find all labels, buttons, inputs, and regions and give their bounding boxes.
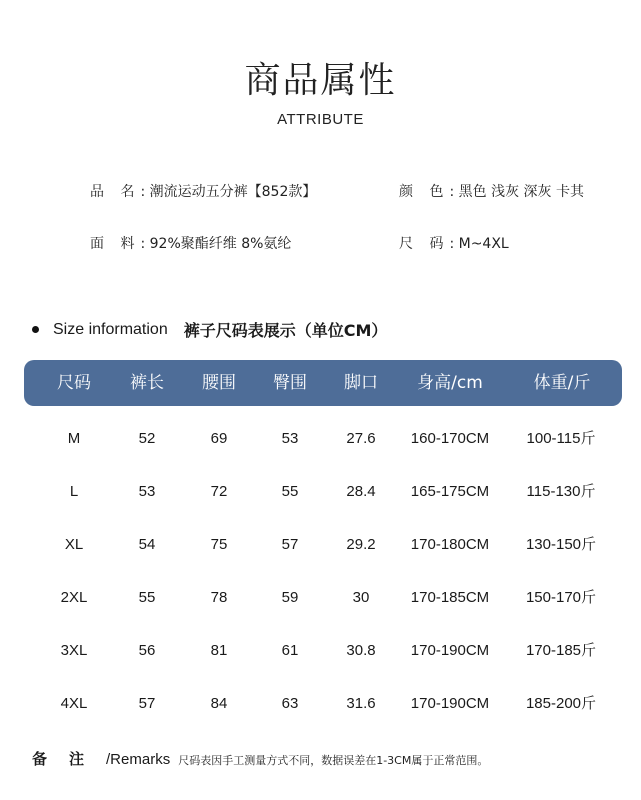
cell-size: L [69, 483, 79, 500]
header-cell-hip: 臀围 [273, 373, 307, 393]
cell-hip: 63 [281, 695, 299, 712]
cell-length: 53 [138, 483, 156, 500]
cell-leg-opening: 27.6 [346, 430, 376, 447]
page-title: 商品属性 [244, 60, 397, 101]
attr-material-value: 92%聚酯纤维 8%氨纶 [149, 236, 292, 252]
cell-hip: 57 [281, 536, 299, 553]
cell-leg-opening: 31.6 [346, 695, 376, 712]
attr-material-key: 面 料 [90, 236, 141, 252]
cell-weight: 100-115斤 [526, 430, 596, 447]
attr-name-value: 潮流运动五分裤【852款】 [149, 184, 317, 200]
header-cell-leg-opening: 脚口 [344, 373, 378, 393]
table-row [0, 424, 641, 454]
cell-weight: 130-150斤 [525, 536, 597, 553]
table-row [0, 477, 641, 507]
cell-height: 170-190CM [410, 642, 490, 659]
cell-length: 52 [138, 430, 156, 447]
cell-waist: 69 [210, 430, 228, 447]
cell-leg-opening: 29.2 [346, 536, 376, 553]
header-cell-weight: 体重/斤 [533, 373, 591, 393]
table-row [0, 530, 641, 560]
cell-length: 54 [138, 536, 156, 553]
header-cell-length: 裤长 [130, 373, 164, 393]
cell-waist: 72 [210, 483, 228, 500]
cell-waist: 84 [210, 695, 228, 712]
cell-leg-opening: 28.4 [346, 483, 376, 500]
size-heading-zh: 裤子尺码表展示（单位CM） [183, 321, 388, 340]
attr-size-key: 尺 码 [399, 236, 450, 252]
attr-name: 品 名: 潮流运动五分裤【852款】 [90, 184, 317, 200]
cell-weight: 115-130斤 [526, 483, 596, 500]
size-section-heading [32, 318, 387, 341]
attr-size-value: M~4XL [458, 236, 509, 252]
remarks-label: 备注 [32, 750, 107, 768]
cell-leg-opening: 30 [352, 589, 370, 606]
cell-size: M [67, 430, 81, 447]
cell-size: 4XL [60, 695, 88, 712]
table-row [0, 689, 641, 719]
attr-material: 面 料: 92%聚酯纤维 8%氨纶 [90, 236, 292, 252]
attr-size: 尺 码: M~4XL [399, 236, 509, 252]
remarks [32, 748, 488, 769]
cell-hip: 61 [281, 642, 299, 659]
cell-waist: 81 [210, 642, 228, 659]
cell-size: XL [64, 536, 84, 553]
cell-hip: 59 [281, 589, 299, 606]
cell-length: 56 [138, 642, 156, 659]
page-subtitle: ATTRIBUTE [277, 111, 364, 128]
cell-size: 2XL [60, 589, 88, 606]
attr-name-key: 品 名 [90, 184, 141, 200]
cell-height: 165-175CM [410, 483, 490, 500]
cell-height: 170-190CM [410, 695, 490, 712]
size-heading-en: Size information [53, 320, 168, 338]
attr-color-value: 黑色 浅灰 深灰 卡其 [458, 184, 584, 200]
bullet-icon [32, 326, 39, 333]
table-row [0, 583, 641, 613]
header-cell-waist: 腰围 [202, 373, 236, 393]
cell-waist: 75 [210, 536, 228, 553]
cell-hip: 53 [281, 430, 299, 447]
remarks-label-en: /Remarks [106, 751, 171, 768]
cell-weight: 185-200斤 [525, 695, 597, 712]
table-row [0, 636, 641, 666]
header-cell-height: 身高/cm [417, 373, 483, 393]
header-cell-size: 尺码 [57, 373, 91, 393]
cell-length: 55 [138, 589, 156, 606]
cell-waist: 78 [210, 589, 228, 606]
cell-weight: 150-170斤 [525, 589, 597, 606]
cell-leg-opening: 30.8 [346, 642, 376, 659]
cell-weight: 170-185斤 [525, 642, 597, 659]
cell-hip: 55 [281, 483, 299, 500]
cell-height: 170-185CM [410, 589, 490, 606]
cell-height: 160-170CM [410, 430, 490, 447]
attr-color-key: 颜 色 [399, 184, 450, 200]
size-table-header [24, 360, 622, 406]
remarks-text: 尺码表因手工测量方式不同，数据误差在1-3CM属于正常范围。 [178, 754, 489, 767]
cell-length: 57 [138, 695, 156, 712]
cell-size: 3XL [60, 642, 88, 659]
cell-height: 170-180CM [410, 536, 490, 553]
attr-color: 颜 色: 黑色 浅灰 深灰 卡其 [399, 184, 584, 200]
